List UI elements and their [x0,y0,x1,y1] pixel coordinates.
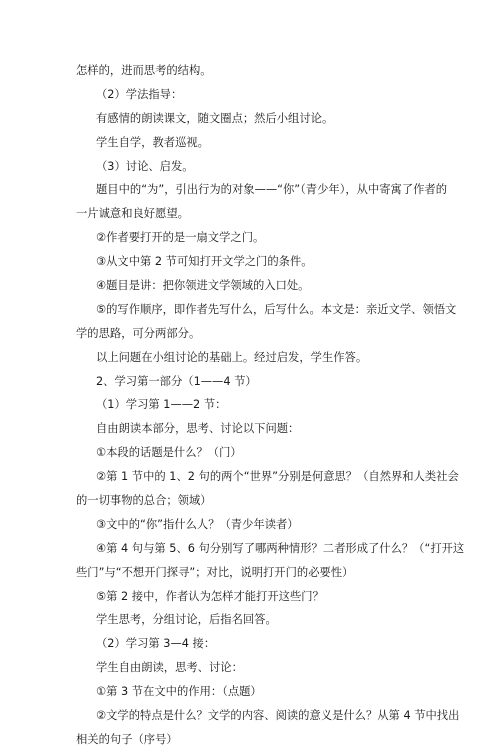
text-line: ①本段的话题是什么？（门） [96,446,242,460]
text-line: 学生思考，分组讨论，后指名回答。 [96,613,277,627]
text-line: ①第 3 节在文中的作用：（点题） [96,685,262,699]
text-line: 自由朗读本部分，思考、讨论以下问题： [96,422,300,436]
text-line: 学的思路，可分两部分。 [76,326,201,340]
document-body [76,59,465,752]
text-line: 怎样的，进而思考的结构。 [76,64,212,77]
text-line: ④题目是讲：把你领进文学领域的入口处。 [96,279,310,293]
text-line: ⑤第 2 接中，作者认为怎样才能打开这些门？ [96,589,324,603]
text-line: 2、学习第一部分（1——4 节） [96,374,257,388]
text-line: ②第 1 节中的 1、2 句的两个“世界”分别是何意思？（自然界和人类社会 [96,470,459,484]
text-line: 以上问题在小组讨论的基础上。经过启发，学生作答。 [96,350,368,364]
text-line: ⑤的写作顺序，即作者先写什么，后写什么。本文是：亲近文学、领悟文 [96,302,457,316]
text-line: ②文学的特点是什么？文学的内容、阅读的意义是什么？从第 4 节中找出 [96,709,460,723]
text-line: 有感情的朗读课文，随文圈点；然后小组讨论。 [96,111,334,125]
text-line: 学生自学，教者巡视。 [96,135,209,149]
text-line: （2）学法指导： [96,87,183,101]
text-line: 些门”与“不想开门探寻”；对比，说明打开门的必要性） [76,565,354,579]
text-line: ③文中的“你”指什么人？（青少年读者） [96,517,299,531]
text-line: 学生自由朗读，思考、讨论： [96,661,243,675]
text-line: （1）学习第 1——2 节： [96,398,227,412]
text-line: ②作者要打开的是一扇文学之门。 [96,231,265,245]
text-line: 一片诚意和良好愿望。 [76,207,189,221]
text-line: 的一切事物的总合；领域） [76,494,212,508]
text-line: 题目中的“为”，引出行为的对象——“你”（青少年），从中寄寓了作者的 [96,183,448,197]
text-line: （2）学习第 3—4 接： [96,637,216,651]
text-line: ④第 4 句与第 5、6 句分别写了哪两种情形？二者形成了什么？（“打开这 [96,541,465,555]
text-line: 相关的句子（序号） [76,732,178,746]
text-line: ③从文中第 2 节可知打开文学之门的条件。 [96,255,313,269]
text-line: （3）讨论、启发。 [96,159,194,173]
